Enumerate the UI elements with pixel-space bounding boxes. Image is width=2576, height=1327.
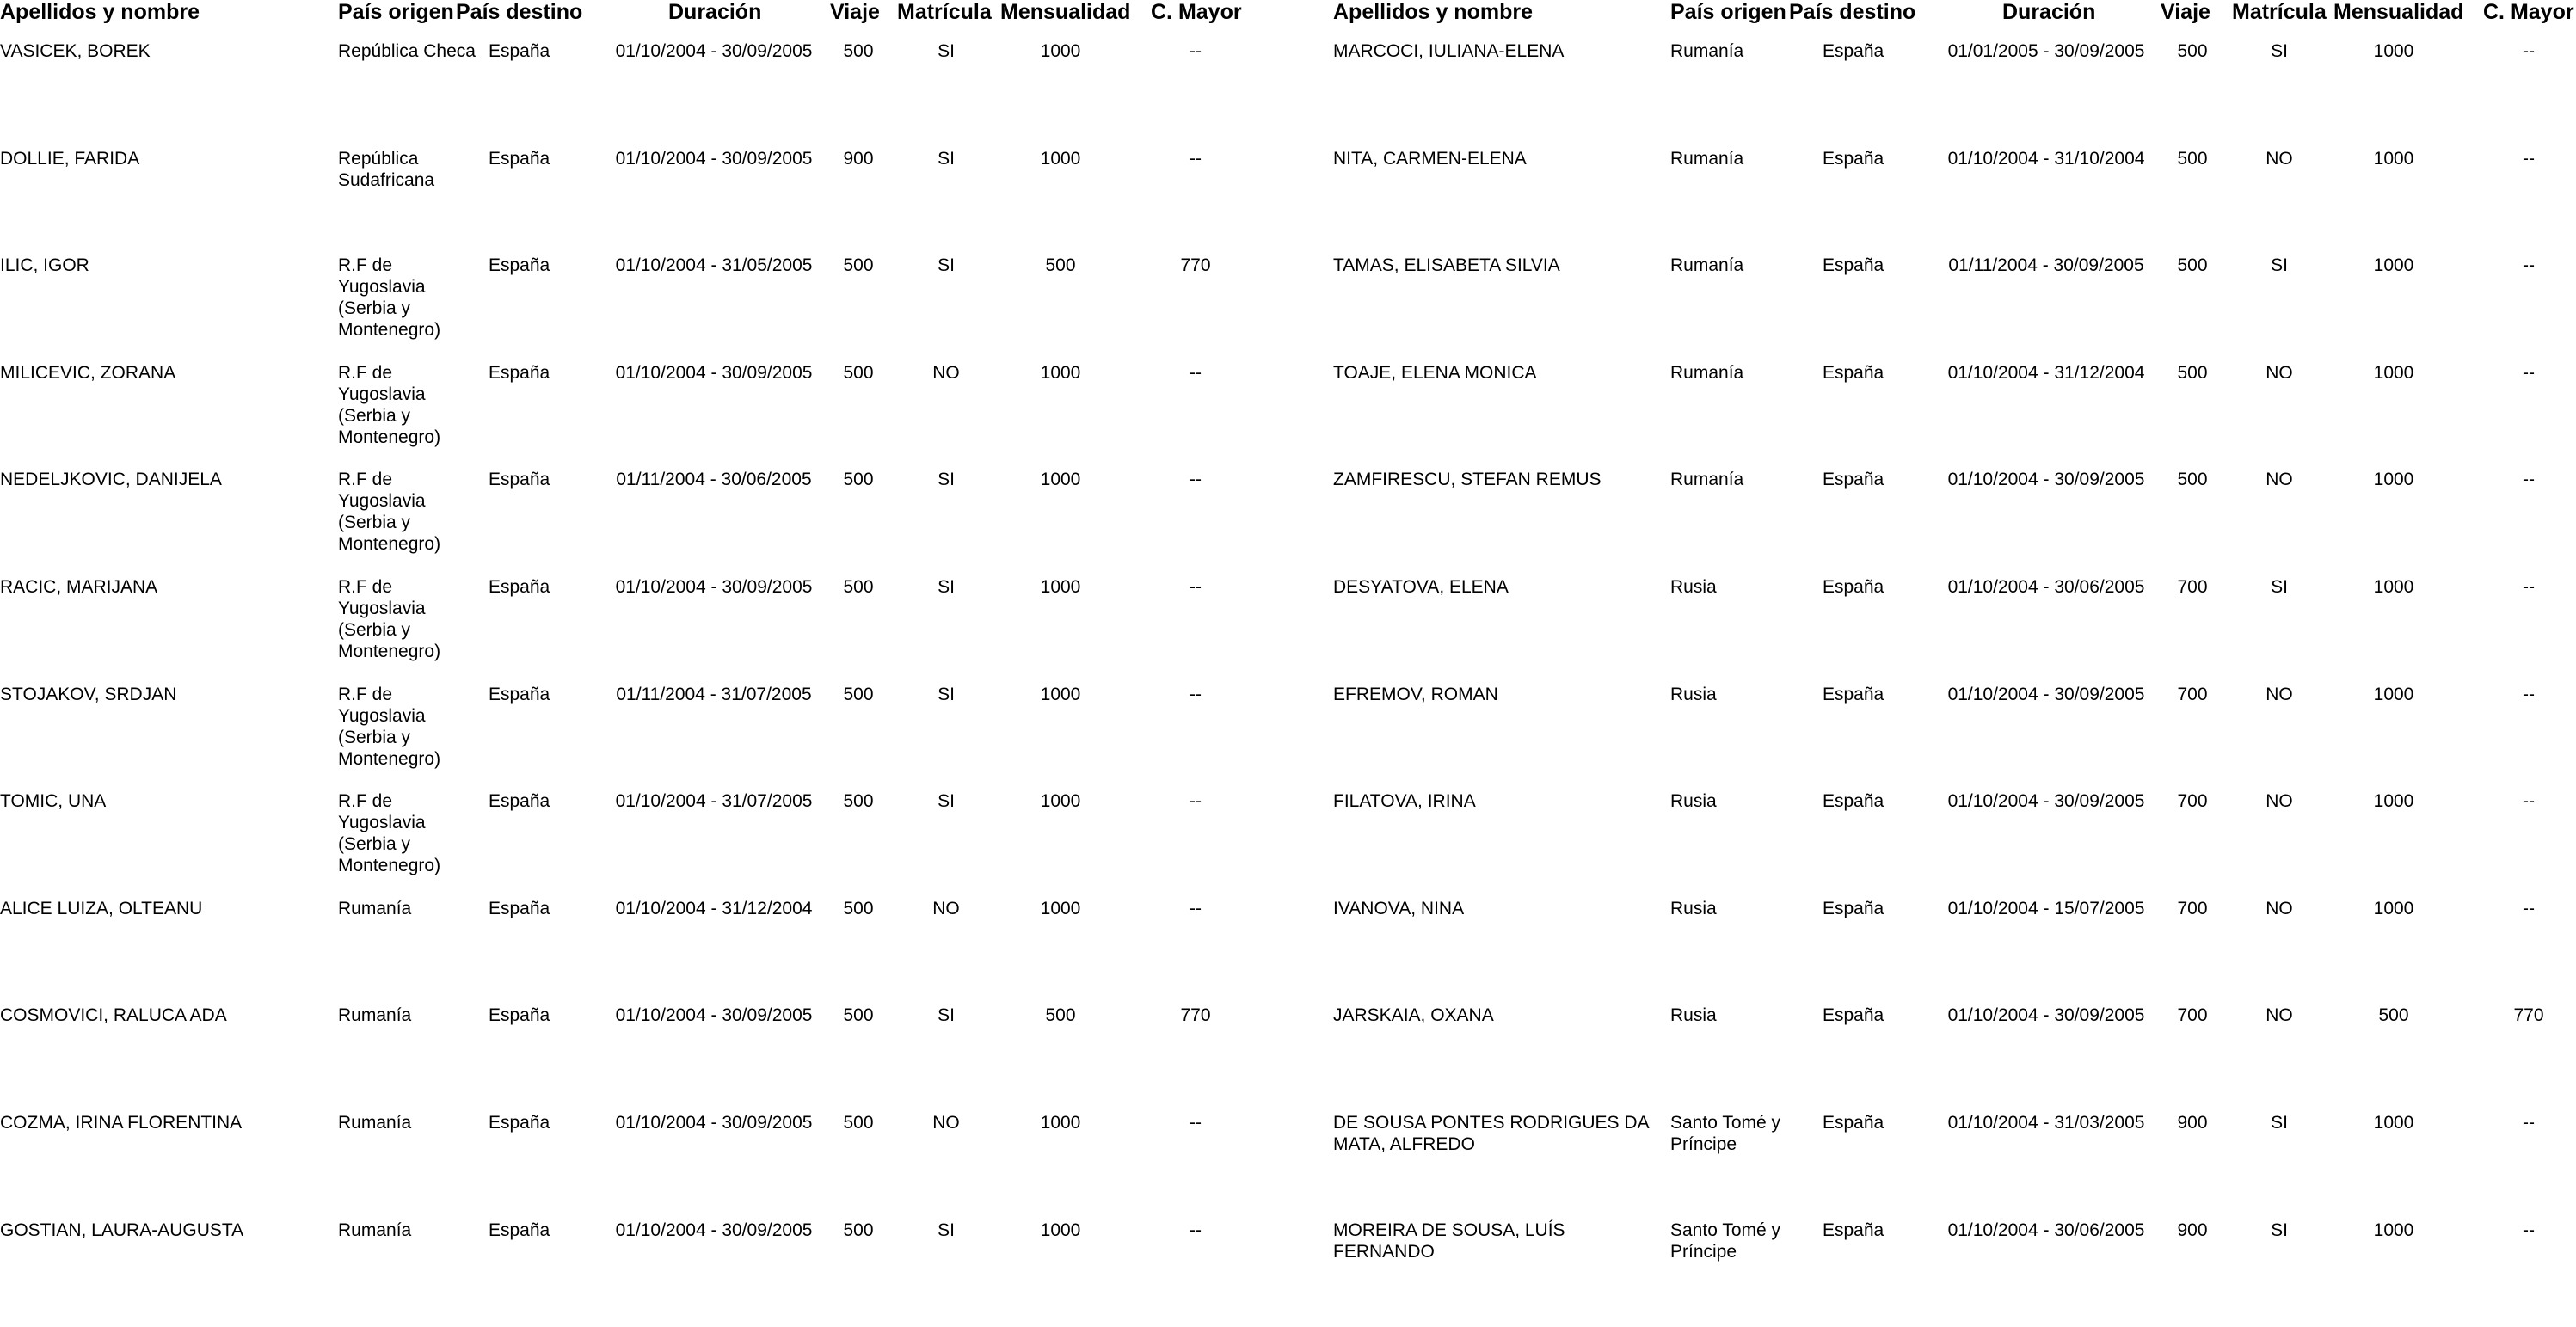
cell-travel: 700 (2177, 791, 2208, 812)
cell-duration: 01/10/2004 - 30/09/2005 (1947, 791, 2145, 812)
cell-monthly: 1000 (2373, 577, 2414, 597)
table-row (0, 1112, 1316, 1219)
cell-c-mayor: -- (2523, 470, 2535, 490)
cell-name: MOREIRA DE SOUSA, LUÍS FERNANDO (1333, 1219, 1565, 1262)
table-row (1333, 790, 2576, 898)
header-enrollment: Matrícula (897, 0, 992, 24)
cell-destination: España (489, 41, 550, 61)
cell-duration: 01/10/2004 - 31/07/2005 (615, 791, 813, 812)
cell-name: COZMA, IRINA FLORENTINA (0, 1113, 243, 1133)
cell-duration: 01/10/2004 - 30/09/2005 (615, 1219, 813, 1240)
cell-enrollment: SI (938, 148, 955, 169)
cell-destination: España (1823, 898, 1884, 918)
cell-travel: 500 (2177, 148, 2208, 169)
cell-travel: 500 (2177, 470, 2208, 490)
cell-origin: Rumanía (338, 898, 412, 918)
cell-origin: Rumanía (338, 1005, 412, 1026)
cell-name: IVANOVA, NINA (1333, 898, 1465, 918)
cell-travel: 900 (843, 148, 874, 169)
table-row (1333, 898, 2576, 1005)
cell-c-mayor: -- (2523, 898, 2535, 918)
table-row (1333, 1219, 2576, 1327)
header-monthly: Mensualidad (1000, 0, 1131, 24)
cell-monthly: 1000 (2373, 791, 2414, 812)
cell-origin: Santo Tomé y Príncipe (1670, 1113, 1781, 1154)
cell-name: MARCOCI, IULIANA-ELENA (1333, 41, 1565, 61)
cell-destination: España (1823, 791, 1884, 812)
table-row (0, 684, 1316, 791)
cell-duration: 01/10/2004 - 30/09/2005 (1947, 1005, 2145, 1026)
cell-travel: 700 (2177, 684, 2208, 704)
cell-enrollment: NO (2266, 898, 2293, 918)
left-table (0, 0, 1316, 1262)
table-row (0, 148, 1316, 255)
cell-origin: Rusia (1670, 1005, 1717, 1026)
cell-travel: 500 (843, 362, 874, 383)
cell-origin: Rusia (1670, 791, 1717, 812)
cell-destination: España (1823, 255, 1884, 276)
cell-c-mayor: 770 (1180, 1005, 1211, 1026)
cell-travel: 500 (843, 1219, 874, 1240)
table-row (0, 469, 1316, 576)
cell-origin: Rumanía (1670, 41, 1744, 61)
table-row (0, 255, 1316, 362)
cell-enrollment: SI (938, 1219, 955, 1240)
cell-enrollment: SI (938, 470, 955, 490)
cell-monthly: 1000 (1040, 470, 1081, 490)
cell-name: JARSKAIA, OXANA (1333, 1005, 1494, 1026)
cell-destination: España (1823, 362, 1884, 383)
cell-enrollment: NO (932, 362, 960, 383)
header-duration: Duración (668, 0, 762, 24)
cell-duration: 01/10/2004 - 30/09/2005 (615, 1113, 813, 1133)
cell-travel: 500 (843, 684, 874, 704)
cell-c-mayor: -- (1190, 684, 1202, 704)
cell-duration: 01/10/2004 - 30/09/2005 (615, 148, 813, 169)
cell-name: ILIC, IGOR (0, 255, 89, 276)
cell-duration: 01/10/2004 - 31/10/2004 (1947, 148, 2145, 169)
cell-c-mayor: -- (2523, 41, 2535, 61)
cell-duration: 01/10/2004 - 31/12/2004 (615, 898, 813, 918)
cell-destination: España (489, 684, 550, 704)
cell-c-mayor: -- (2523, 362, 2535, 383)
cell-duration: 01/10/2004 - 30/06/2005 (1947, 1219, 2145, 1240)
cell-enrollment: NO (932, 898, 960, 918)
cell-monthly: 500 (2378, 1005, 2409, 1026)
cell-c-mayor: -- (1190, 362, 1202, 383)
cell-enrollment: NO (932, 1113, 960, 1133)
cell-name: VASICEK, BOREK (0, 41, 151, 61)
cell-c-mayor: -- (2523, 148, 2535, 169)
cell-destination: España (489, 898, 550, 918)
cell-name: ALICE LUIZA, OLTEANU (0, 898, 203, 918)
cell-name: MILICEVIC, ZORANA (0, 362, 176, 383)
cell-monthly: 1000 (2373, 1113, 2414, 1133)
cell-enrollment: SI (2271, 1113, 2288, 1133)
cell-origin: Santo Tomé y Príncipe (1670, 1219, 1781, 1262)
header-name: Apellidos y nombre (0, 0, 200, 24)
cell-origin: Rumanía (1670, 362, 1744, 383)
cell-monthly: 1000 (1040, 362, 1081, 383)
cell-travel: 900 (2177, 1219, 2208, 1240)
cell-travel: 700 (2177, 898, 2208, 918)
cell-monthly: 500 (1045, 255, 1076, 276)
cell-monthly: 1000 (1040, 791, 1081, 812)
cell-monthly: 1000 (2373, 148, 2414, 169)
cell-origin: Rusia (1670, 577, 1717, 597)
cell-origin: República Sudafricana (338, 148, 435, 190)
cell-c-mayor: -- (2523, 684, 2535, 704)
cell-monthly: 1000 (1040, 148, 1081, 169)
cell-destination: España (489, 1219, 550, 1240)
cell-travel: 500 (843, 41, 874, 61)
cell-travel: 500 (2177, 255, 2208, 276)
table-row (1333, 362, 2576, 470)
cell-name: FILATOVA, IRINA (1333, 791, 1476, 812)
cell-monthly: 1000 (2373, 898, 2414, 918)
cell-origin: Rusia (1670, 898, 1717, 918)
cell-c-mayor: -- (1190, 1113, 1202, 1133)
cell-enrollment: SI (938, 791, 955, 812)
cell-travel: 500 (843, 898, 874, 918)
cell-destination: España (1823, 148, 1884, 169)
cell-origin: República Checa (338, 41, 476, 61)
cell-destination: España (489, 255, 550, 276)
table-row (0, 1219, 1316, 1327)
cell-travel: 500 (843, 791, 874, 812)
cell-duration: 01/10/2004 - 30/09/2005 (615, 1005, 813, 1026)
cell-enrollment: SI (2271, 1219, 2288, 1240)
cell-c-mayor: 770 (1180, 255, 1211, 276)
cell-destination: España (489, 362, 550, 383)
table-row (0, 362, 1316, 470)
cell-enrollment: SI (938, 41, 955, 61)
cell-origin: R.F de Yugoslavia (Serbia y Montenegro) (338, 362, 441, 447)
cell-name: COSMOVICI, RALUCA ADA (0, 1005, 227, 1026)
header-c-mayor: C. Mayor (2483, 0, 2574, 24)
cell-monthly: 1000 (1040, 41, 1081, 61)
header-origin: País origen (338, 0, 454, 24)
cell-destination: España (489, 577, 550, 597)
cell-travel: 500 (843, 577, 874, 597)
cell-destination: España (1823, 1005, 1884, 1026)
cell-enrollment: NO (2266, 791, 2293, 812)
cell-name: DESYATOVA, ELENA (1333, 577, 1509, 597)
cell-c-mayor: -- (1190, 577, 1202, 597)
cell-monthly: 1000 (1040, 898, 1081, 918)
cell-destination: España (489, 470, 550, 490)
cell-travel: 500 (2177, 362, 2208, 383)
cell-name: EFREMOV, ROMAN (1333, 684, 1498, 704)
cell-enrollment: SI (938, 684, 955, 704)
cell-duration: 01/11/2004 - 30/06/2005 (616, 470, 812, 490)
cell-destination: España (1823, 577, 1884, 597)
cell-duration: 01/11/2004 - 31/07/2005 (616, 684, 812, 704)
cell-duration: 01/10/2004 - 30/09/2005 (1947, 684, 2145, 704)
cell-c-mayor: -- (2523, 791, 2535, 812)
right-table (1333, 0, 2576, 1262)
cell-origin: Rumanía (1670, 255, 1744, 276)
cell-destination: España (1823, 684, 1884, 704)
cell-enrollment: SI (2271, 255, 2288, 276)
header-origin: País origen (1670, 0, 1786, 24)
header-duration: Duración (2002, 0, 2096, 24)
cell-destination: España (1823, 41, 1884, 61)
cell-destination: España (489, 791, 550, 812)
header-enrollment: Matrícula (2232, 0, 2327, 24)
table-row (1333, 469, 2576, 576)
header-travel: Viaje (830, 0, 880, 24)
cell-name: TAMAS, ELISABETA SILVIA (1333, 255, 1560, 276)
cell-c-mayor: -- (1190, 41, 1202, 61)
cell-duration: 01/10/2004 - 31/05/2005 (615, 255, 813, 276)
cell-monthly: 1000 (1040, 1219, 1081, 1240)
cell-origin: Rumanía (1670, 148, 1744, 169)
cell-monthly: 1000 (2373, 41, 2414, 61)
cell-name: ZAMFIRESCU, STEFAN REMUS (1333, 470, 1602, 490)
table-row (1333, 576, 2576, 684)
cell-c-mayor: -- (1190, 791, 1202, 812)
cell-duration: 01/01/2005 - 30/09/2005 (1947, 41, 2145, 61)
cell-travel: 500 (843, 255, 874, 276)
table-row (0, 790, 1316, 898)
cell-travel: 700 (2177, 577, 2208, 597)
cell-name: TOAJE, ELENA MONICA (1333, 362, 1537, 383)
cell-monthly: 1000 (1040, 684, 1081, 704)
table-row (1333, 255, 2576, 362)
cell-c-mayor: -- (2523, 577, 2535, 597)
cell-origin: R.F de Yugoslavia (Serbia y Montenegro) (338, 255, 441, 341)
table-row (0, 898, 1316, 1005)
table-row (0, 576, 1316, 684)
cell-destination: España (489, 1113, 550, 1133)
cell-duration: 01/10/2004 - 30/09/2005 (615, 577, 813, 597)
cell-duration: 01/10/2004 - 31/12/2004 (1947, 362, 2145, 383)
cell-duration: 01/11/2004 - 30/09/2005 (1948, 255, 2144, 276)
cell-duration: 01/10/2004 - 30/09/2005 (1947, 470, 2145, 490)
cell-enrollment: SI (938, 577, 955, 597)
cell-travel: 900 (2177, 1113, 2208, 1133)
cell-travel: 500 (2177, 41, 2208, 61)
cell-monthly: 1000 (2373, 470, 2414, 490)
header-travel: Viaje (2161, 0, 2210, 24)
header-name: Apellidos y nombre (1333, 0, 1533, 24)
cell-c-mayor: -- (1190, 148, 1202, 169)
table-row (0, 40, 1316, 148)
table-row (1333, 40, 2576, 148)
cell-origin: R.F de Yugoslavia (Serbia y Montenegro) (338, 470, 441, 555)
header-c-mayor: C. Mayor (1151, 0, 1242, 24)
cell-enrollment: SI (938, 1005, 955, 1026)
cell-enrollment: NO (2266, 470, 2293, 490)
cell-name: DOLLIE, FARIDA (0, 148, 140, 169)
cell-origin: R.F de Yugoslavia (Serbia y Montenegro) (338, 684, 441, 769)
cell-origin: Rumanía (338, 1219, 412, 1240)
cell-destination: España (489, 1005, 550, 1026)
cell-origin: Rumanía (338, 1113, 412, 1133)
header-monthly: Mensualidad (2333, 0, 2464, 24)
cell-travel: 500 (843, 1113, 874, 1133)
cell-name: TOMIC, UNA (0, 791, 107, 812)
cell-origin: R.F de Yugoslavia (Serbia y Montenegro) (338, 577, 441, 661)
cell-destination: España (1823, 1219, 1884, 1240)
cell-name: NEDELJKOVIC, DANIJELA (0, 470, 222, 490)
cell-duration: 01/10/2004 - 30/09/2005 (615, 41, 813, 61)
cell-c-mayor: -- (2523, 1113, 2535, 1133)
cell-travel: 700 (2177, 1005, 2208, 1026)
cell-destination: España (1823, 1113, 1884, 1133)
header-destination: País destino (1789, 0, 1916, 24)
cell-name: NITA, CARMEN-ELENA (1333, 148, 1527, 169)
cell-name: STOJAKOV, SRDJAN (0, 684, 177, 704)
cell-monthly: 1000 (2373, 1219, 2414, 1240)
cell-monthly: 1000 (2373, 255, 2414, 276)
cell-c-mayor: 770 (2513, 1005, 2544, 1026)
table-row (1333, 1004, 2576, 1112)
header-destination: País destino (456, 0, 583, 24)
cell-travel: 500 (843, 1005, 874, 1026)
cell-enrollment: NO (2266, 148, 2293, 169)
cell-c-mayor: -- (2523, 255, 2535, 276)
table-row (1333, 684, 2576, 791)
table-row (1333, 148, 2576, 255)
cell-c-mayor: -- (1190, 470, 1202, 490)
cell-duration: 01/10/2004 - 30/09/2005 (615, 362, 813, 383)
cell-origin: Rusia (1670, 684, 1717, 704)
cell-monthly: 1000 (1040, 577, 1081, 597)
cell-name: GOSTIAN, LAURA-AUGUSTA (0, 1219, 244, 1240)
cell-enrollment: SI (938, 255, 955, 276)
cell-name: DE SOUSA PONTES RODRIGUES DA MATA, ALFREDO (1333, 1113, 1649, 1154)
cell-origin: R.F de Yugoslavia (Serbia y Montenegro) (338, 791, 441, 876)
cell-duration: 01/10/2004 - 15/07/2005 (1947, 898, 2145, 918)
cell-enrollment: SI (2271, 577, 2288, 597)
cell-name: RACIC, MARIJANA (0, 577, 158, 597)
cell-travel: 500 (843, 470, 874, 490)
cell-duration: 01/10/2004 - 31/03/2005 (1947, 1113, 2145, 1133)
cell-c-mayor: -- (2523, 1219, 2535, 1240)
cell-enrollment: SI (2271, 41, 2288, 61)
cell-monthly: 1000 (2373, 684, 2414, 704)
cell-monthly: 500 (1045, 1005, 1076, 1026)
cell-monthly: 1000 (1040, 1113, 1081, 1133)
cell-duration: 01/10/2004 - 30/06/2005 (1947, 577, 2145, 597)
cell-enrollment: NO (2266, 1005, 2293, 1026)
cell-destination: España (489, 148, 550, 169)
cell-monthly: 1000 (2373, 362, 2414, 383)
cell-c-mayor: -- (1190, 898, 1202, 918)
table-row (0, 1004, 1316, 1112)
cell-enrollment: NO (2266, 684, 2293, 704)
table-row (1333, 1112, 2576, 1219)
cell-destination: España (1823, 470, 1884, 490)
cell-origin: Rumanía (1670, 470, 1744, 490)
cell-c-mayor: -- (1190, 1219, 1202, 1240)
cell-enrollment: NO (2266, 362, 2293, 383)
